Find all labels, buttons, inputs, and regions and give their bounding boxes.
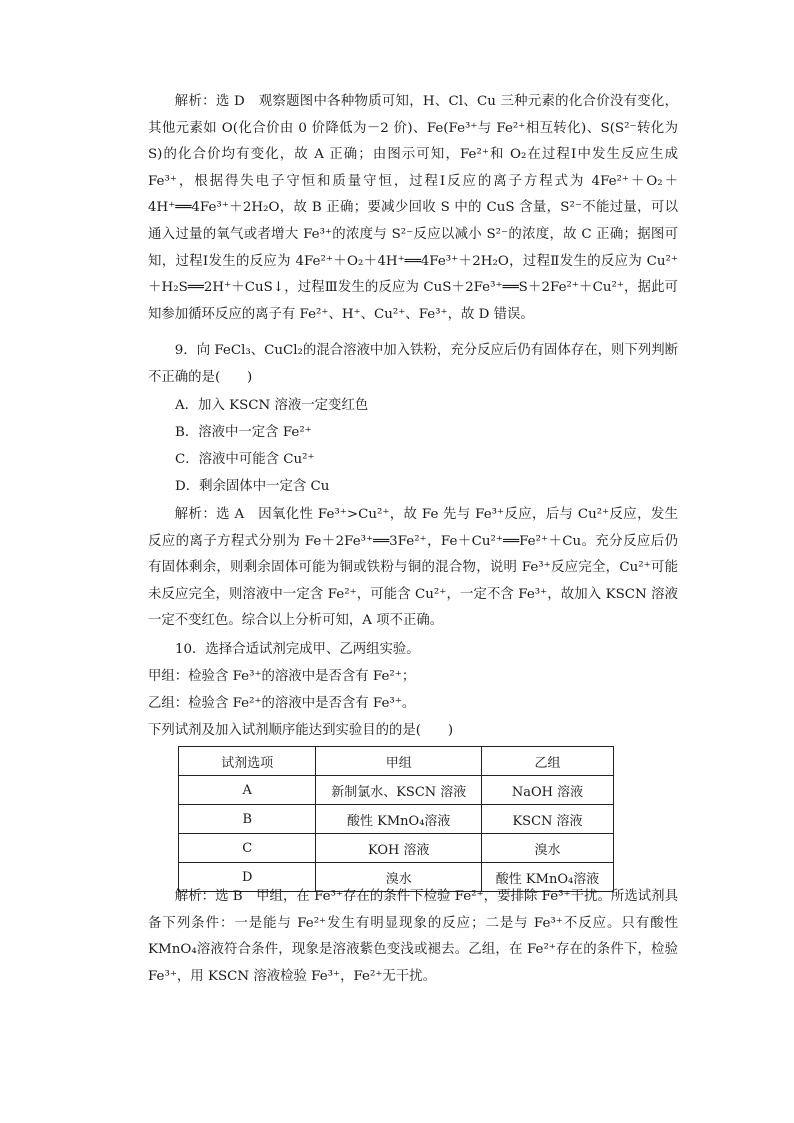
question-9-option-d: D．剩余固体中一定含 Cu	[175, 479, 330, 494]
analysis-q9: 解析：选 A 因氧化性 Fe³⁺>Cu²⁺，故 Fe 先与 Fe³⁺反应，后与 Cu²⁺反应，发生反应的离子方程式分别为 Fe＋2Fe³⁺══3Fe²⁺，Fe＋Cu²⁺══Fe²⁺＋Cu。充分反应后仍有固体剩余，则剩余固体可能为铜或铁粉与铜的混合物，说明 Fe³⁺反应完全，Cu²⁺可能未反应完全，则溶液中一定含 Fe²⁺，可能含 Cu²⁺，一定不含 Fe³⁺，故加入 KSCN 溶液一定不变红色。综合以上分析可知，A 项不正确。	[148, 507, 678, 629]
table-cell: A	[179, 776, 316, 805]
question-10-group-b: 乙组：检验含 Fe²⁺的溶液中是否含有 Fe³⁺。	[148, 696, 416, 711]
table-cell: C	[179, 834, 316, 863]
table-cell: KOH 溶液	[316, 834, 482, 863]
table-header-cell: 试剂选项	[179, 747, 316, 776]
table-cell: B	[179, 805, 316, 834]
question-10-prompt: 下列试剂及加入试剂顺序能达到实验目的的是( )	[148, 723, 454, 738]
table-header-cell: 乙组	[482, 747, 614, 776]
question-9-option-a: A．加入 KSCN 溶液一定变红色	[175, 398, 369, 413]
table-row	[179, 776, 614, 805]
table-cell: 酸性 KMnO₄溶液	[482, 863, 614, 892]
analysis-q8: 解析：选 D 观察题图中各种物质可知，H、Cl、Cu 三种元素的化合价没有变化，其他元素如 O(化合价由 0 价降低为－2 价)、Fe(Fe³⁺与 Fe²⁺相互转化)、S(S²⁻转化为 S)的化合价均有变化，故 A 正确；由图示可知，Fe²⁺和 O₂在过程Ⅰ中发生反应生成 Fe³⁺，根据得失电子守恒和质量守恒，过程Ⅰ反应的离子方程式为 4Fe²⁺＋O₂＋4H⁺══4Fe³⁺＋2H₂O，故 B 正确；要减少回收 S 中的 CuS 含量，S²⁻不能过量，可以通入过量的氧气或者增大 Fe³⁺的浓度与 S²⁻反应以减小 S²⁻的浓度，故 C 正确；据图可知，过程Ⅰ发生的反应为 4Fe²⁺＋O₂＋4H⁺══4Fe³⁺＋2H₂O，过程Ⅱ发生的反应为 Cu²⁺＋H₂S══2H⁺＋CuS↓，过程Ⅲ发生的反应为 CuS＋2Fe³⁺══S＋2Fe²⁺＋Cu²⁺，据此可知参加循环反应的离子有 Fe²⁺、H⁺、Cu²⁺、Fe³⁺，故 D 错误。	[148, 94, 678, 322]
table-cell: KSCN 溶液	[482, 805, 614, 834]
table-header-cell: 甲组	[316, 747, 482, 776]
table-row	[179, 805, 614, 834]
question-9-option-b: B．溶液中一定含 Fe²⁺	[175, 425, 312, 440]
table-cell: 溴水	[482, 834, 614, 863]
table-header-row	[179, 747, 614, 776]
analysis-q10: 解析：选 B 甲组，在 Fe³⁺存在的条件下检验 Fe²⁺，要排除 Fe³⁺干扰。所选试剂具备下列条件：一是能与 Fe²⁺发生有明显现象的反应；二是与 Fe³⁺不反应。只有酸性 KMnO₄溶液符合条件，现象是溶液紫色变浅或褪去。乙组，在 Fe²⁺存在的条件下，检验 Fe³⁺，用 KSCN 溶液检验 Fe³⁺，Fe²⁺无干扰。	[148, 889, 678, 984]
question-9-stem: 9．向 FeCl₃、CuCl₂的混合溶液中加入铁粉，充分反应后仍有固体存在，则下列判断不正确的是( )	[148, 343, 678, 385]
reagent-table	[178, 746, 614, 892]
table-cell: D	[179, 863, 316, 892]
question-9-option-c: C．溶液中可能含 Cu²⁺	[175, 452, 315, 467]
table-cell: 新制氯水、KSCN 溶液	[316, 776, 482, 805]
table-cell: 溴水	[316, 863, 482, 892]
table-row	[179, 834, 614, 863]
question-10-group-a: 甲组：检验含 Fe³⁺的溶液中是否含有 Fe²⁺；	[148, 669, 416, 684]
table-cell: 酸性 KMnO₄溶液	[316, 805, 482, 834]
question-10-stem: 10．选择合适试剂完成甲、乙两组实验。	[175, 642, 420, 657]
table-cell: NaOH 溶液	[482, 776, 614, 805]
